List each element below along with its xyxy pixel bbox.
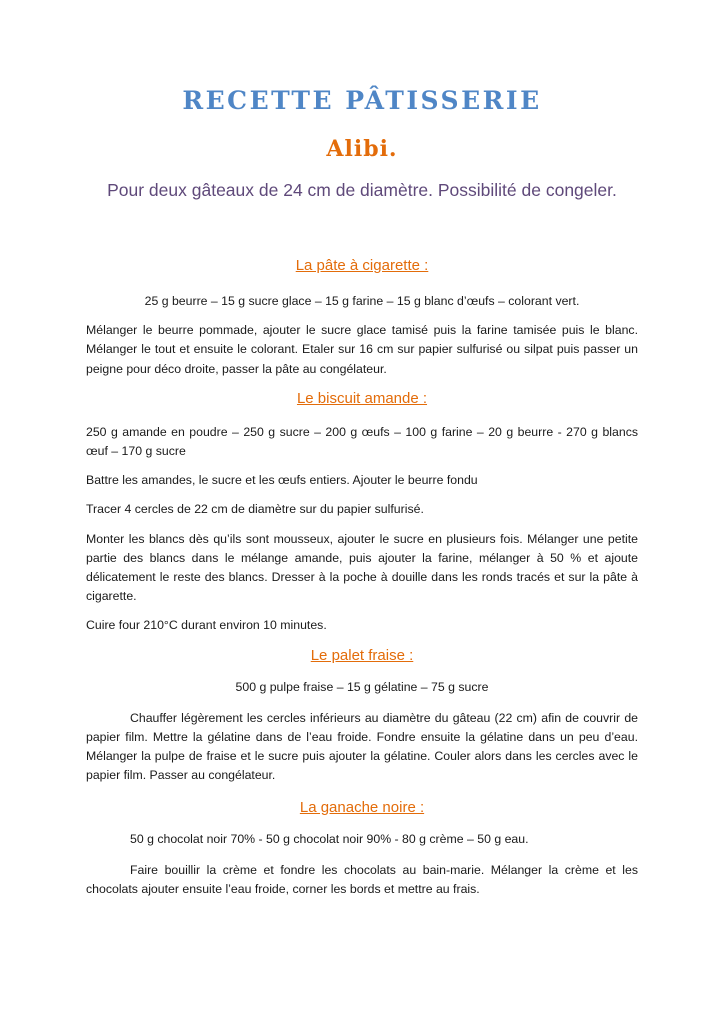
section-palet-fraise [86, 646, 638, 786]
instruction-paragraph: Tracer 4 cercles de 22 cm de diamètre sur du papier sulfurisé. [86, 502, 424, 517]
section-biscuit-amande [86, 389, 638, 636]
instruction-paragraph: Chauffer légèrement les cercles inférieurs au diamètre du gâteau (22 cm) afin de couvrir de papier film. Mettre la gélatine dans de l’eau froide. Fondre ensuite la gélatine dans un peu d’eau. Mélanger la pulpe de fraise et le sucre puis ajouter la gélatine. Couler alors dans les cercles avec le papier film. Passer au congélateur. [86, 710, 638, 783]
ingredient-list: 50 g chocolat noir 70% - 50 g chocolat noir 90% - 80 g crème – 50 g eau. [130, 831, 529, 846]
section-heading: La pâte à cigarette : [295, 257, 429, 274]
section-ganache-noire [86, 798, 638, 900]
section-heading: Le biscuit amande : [296, 389, 428, 407]
ingredient-list: 250 g amande en poudre – 250 g sucre – 200 g œufs – 100 g farine – 20 g beurre - 270 g blancs œuf – 170 g sucre [86, 424, 638, 459]
ingredient-list: 25 g beurre – 15 g sucre glace – 15 g farine – 15 g blanc d’œufs – colorant vert. [144, 294, 580, 308]
instruction-paragraph: Mélanger le beurre pommade, ajouter le sucre glace tamisé puis la farine tamisée puis le blanc. Mélanger le tout et ensuite le colorant. Etaler sur 16 cm sur papier sulfurisé ou silpat puis passer un peigne pour déco droite, passer la pâte au congélateur. [86, 323, 638, 376]
instruction-paragraph: Monter les blancs dès qu’ils sont mousseux, ajouter le sucre en plusieurs fois. Mélanger une petite partie des blancs dans le mélange amande, puis ajouter la farine, mélanger à 50 % et ajoute délicatement le reste des blancs. Dresser à la poche à douille dans les ronds tracés et sur la pâte à cigarette. [86, 531, 638, 604]
recipe-intro: Pour deux gâteaux de 24 cm de diamètre. Possibilité de congeler. [107, 180, 617, 200]
section-heading: Le palet fraise : [310, 646, 414, 664]
ingredient-list: 500 g pulpe fraise – 15 g gélatine – 75 g sucre [235, 679, 489, 694]
instruction-paragraph: Cuire four 210°C durant environ 10 minutes. [86, 618, 327, 633]
instruction-paragraph: Battre les amandes, le sucre et les œufs entiers. Ajouter le beurre fondu [86, 473, 478, 488]
section-pate-cigarette [86, 256, 638, 379]
recipe-name: Alibi. [326, 136, 398, 162]
recipe-content [86, 256, 638, 899]
page-title: RECETTE PÂTISSERIE [182, 86, 542, 115]
instruction-paragraph: Faire bouillir la crème et fondre les chocolats au bain-marie. Mélanger la crème et les chocolats ajouter ensuite l’eau froide, corner les bords et mettre au frais. [86, 862, 638, 897]
section-heading: La ganache noire : [299, 798, 425, 816]
